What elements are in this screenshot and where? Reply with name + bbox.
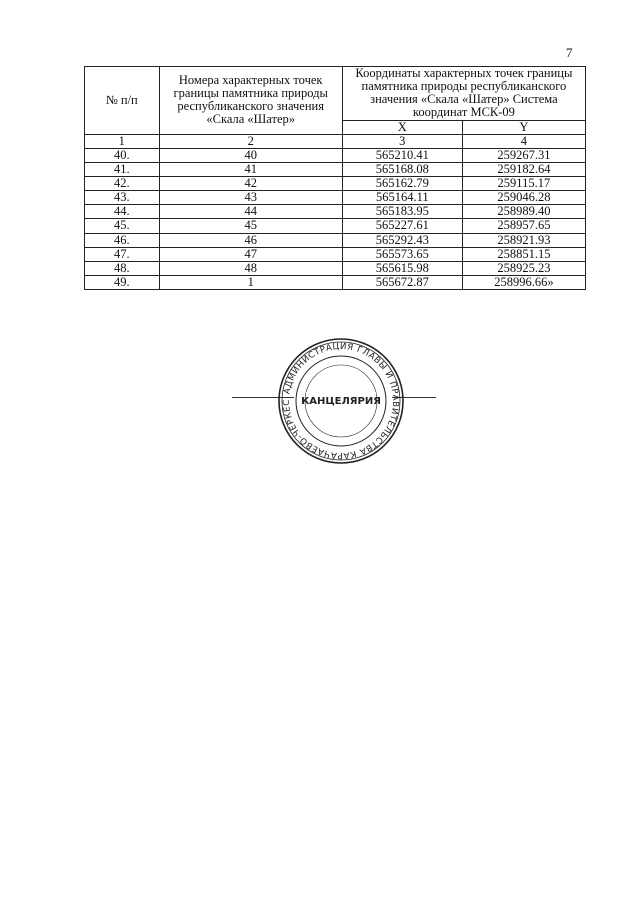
cell-point: 45	[159, 219, 342, 233]
cell-point: 48	[159, 261, 342, 275]
index-cell: 1	[85, 134, 160, 148]
cell-num: 45.	[85, 219, 160, 233]
cell-y: 259115.17	[462, 177, 585, 191]
cell-y: 258996.66»	[462, 275, 585, 289]
cell-num: 47.	[85, 247, 160, 261]
cell-y: 258851.15	[462, 247, 585, 261]
cell-num: 40.	[85, 148, 160, 162]
cell-y: 259046.28	[462, 191, 585, 205]
coordinates-table	[84, 66, 586, 290]
header-coords: Координаты характерных точек границы памятника природы республиканского значения «Скала «Шатер» Система координат МСК-09	[342, 67, 585, 121]
stamp-graphic	[276, 336, 406, 466]
cell-x: 565615.98	[342, 261, 462, 275]
table-row	[85, 205, 586, 219]
cell-x: 565168.08	[342, 162, 462, 176]
cell-x: 565573.65	[342, 247, 462, 261]
page-number: 7	[566, 45, 573, 60]
header-num: № п/п	[85, 67, 160, 135]
cell-x: 565183.95	[342, 205, 462, 219]
cell-num: 46.	[85, 233, 160, 247]
index-cell: 3	[342, 134, 462, 148]
table-index-row	[85, 134, 586, 148]
cell-x: 565672.87	[342, 275, 462, 289]
index-cell: 2	[159, 134, 342, 148]
cell-point: 46	[159, 233, 342, 247]
cell-num: 48.	[85, 261, 160, 275]
cell-x: 565210.41	[342, 148, 462, 162]
cell-x: 565227.61	[342, 219, 462, 233]
table-row	[85, 275, 586, 289]
cell-num: 44.	[85, 205, 160, 219]
index-cell: 4	[462, 134, 585, 148]
table-row	[85, 148, 586, 162]
table-row	[85, 233, 586, 247]
header-y: Y	[462, 120, 585, 134]
cell-num: 41.	[85, 162, 160, 176]
cell-point: 41	[159, 162, 342, 176]
cell-point: 44	[159, 205, 342, 219]
cell-point: 1	[159, 275, 342, 289]
stamp-outer-text: АДМИНИСТРАЦИЯ ГЛАВЫ И ПРАВИТЕЛЬСТВА КАРАЧАЕВО-ЧЕРКЕС	[281, 341, 401, 461]
cell-x: 565292.43	[342, 233, 462, 247]
cell-point: 40	[159, 148, 342, 162]
cell-point: 43	[159, 191, 342, 205]
table-row	[85, 177, 586, 191]
table-row	[85, 162, 586, 176]
cell-x: 565164.11	[342, 191, 462, 205]
stamp-center-text: КАНЦЕЛЯРИЯ	[301, 396, 381, 407]
cell-num: 42.	[85, 177, 160, 191]
cell-point: 47	[159, 247, 342, 261]
cell-num: 43.	[85, 191, 160, 205]
cell-y: 258957.65	[462, 219, 585, 233]
header-points: Номера характерных точек границы памятника природы республиканского значения «Скала «Шатер»	[159, 67, 342, 135]
header-x: X	[342, 120, 462, 134]
cell-y: 258925.23	[462, 261, 585, 275]
table-row	[85, 219, 586, 233]
table-header-row	[85, 67, 586, 121]
official-stamp	[276, 336, 406, 466]
table-row	[85, 247, 586, 261]
table-body	[85, 148, 586, 289]
cell-y: 259182.64	[462, 162, 585, 176]
cell-point: 42	[159, 177, 342, 191]
cell-y: 259267.31	[462, 148, 585, 162]
cell-x: 565162.79	[342, 177, 462, 191]
table-row	[85, 191, 586, 205]
cell-num: 49.	[85, 275, 160, 289]
cell-y: 258989.40	[462, 205, 585, 219]
table-row	[85, 261, 586, 275]
cell-y: 258921.93	[462, 233, 585, 247]
